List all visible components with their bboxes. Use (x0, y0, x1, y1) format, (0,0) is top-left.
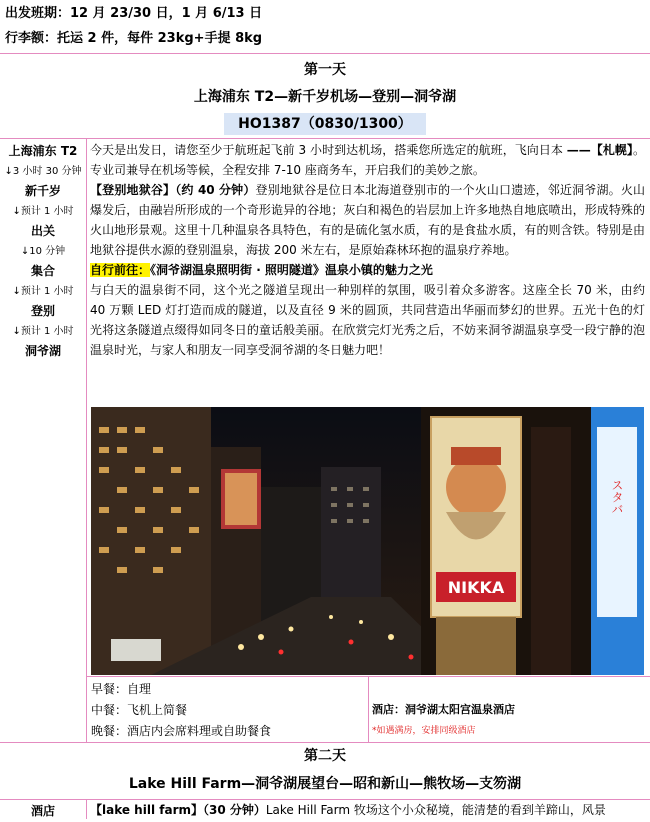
stop-duration: ↓3 小时 30 分钟 (4, 166, 82, 177)
paragraph-light-tunnel: 与白天的温泉街不同，这个光之隧道呈现出一种别样的氛围，吸引着众多游客。这座全长 70 米，由约 40 万颗 LED 灯打造而成的隧道，以及直径 9 米的圆顶，共同营造出华丽而梦幻的世界。五光十色的灯光将这条隧道点缀得如同冬日的童话般美丽。在欣赏完灯光秀之后，不妨来洞爷湖温泉享受一段宁静的泡温泉时光，与家人和朋友一同享受洞爷湖的冬日魅力吧！ (90, 283, 645, 357)
nikka-sign-text: NIKKA (447, 578, 505, 597)
stop-duration: ↓10 分钟 (20, 246, 66, 257)
day2-description: 【lake hill farm】（30 分钟）Lake Hill Farm 牧场这个小众秘境，能清楚的看到羊蹄山，风景 (90, 803, 606, 817)
column-divider (368, 676, 369, 742)
divider (0, 138, 650, 139)
day1-title: 第一天 (304, 62, 346, 78)
day2-route: Lake Hill Farm—洞爷湖展望台—昭和新山—熊牧场—支笏湖 (128, 776, 522, 792)
itinerary-timeline (0, 141, 86, 362)
paragraph-self-guided-heading: 自行前往：《洞爷湖温泉照明街 · 照明隧道》温泉小镇的魅力之光 (90, 263, 433, 277)
night-street-photo (91, 407, 644, 675)
day2-start: 酒店 (30, 804, 55, 818)
divider (0, 742, 650, 743)
luggage-allowance: 行李额：托运 2 件，每件 23kg+手提 8kg (5, 31, 263, 46)
hotel-name: 酒店：洞爷湖太阳宫温泉酒店 (372, 703, 515, 716)
stop-place: 集合 (30, 264, 55, 278)
meal-breakfast: 早餐：自理 (91, 682, 152, 696)
stop-place: 出关 (30, 224, 55, 238)
stop-duration: ↓预计 1 小时 (12, 206, 74, 217)
column-divider (86, 799, 87, 819)
day2-title: 第二天 (304, 748, 346, 764)
day1-route: 上海浦东 T2—新千岁机场—登别—洞爷湖 (193, 89, 457, 105)
meal-lunch: 中餐：飞机上简餐 (91, 703, 188, 717)
departure-dates: 出发班期：12 月 23/30 日，1 月 6/13 日 (5, 6, 263, 21)
stop-place: 登别 (30, 304, 55, 318)
stop-place: 洞爷湖 (24, 344, 61, 358)
day1-description (90, 140, 645, 360)
stop-place: 新千岁 (24, 184, 61, 198)
divider (0, 53, 650, 54)
paragraph-jigokudani: 【登别地狱谷】（约 40 分钟）登别地狱谷是位日本北海道登别市的一个火山口遗迹，邻近洞爷湖。火山爆发后，由融岩所形成的一个奇形诡异的谷地；灰白和褐色的岩层加上许多地热自地底喷出，形成特殊的火山地形景观。这里十几种温泉各具特色，有的是硫化氢水质，有的是食盐水质，有的则含铁。特别是由地狱谷提供水源的登别温泉，海拔 200 米左右，是原始森林环抱的温泉疗养地。 (90, 183, 645, 257)
paragraph-arrival: 今天是出发日，请您至少于航班起飞前 3 小时到达机场，搭乘您所选定的航班，飞向日本 ——【札幌】。专业司兼导在机场等候，全程安排 7-10 座商务车，开启我们的美妙之旅。 (90, 143, 645, 177)
flight-number: HO1387（0830/1300） (224, 113, 426, 135)
stop-place: 上海浦东 T2 (8, 144, 78, 158)
hotel-note: *如遇满房，安排同级酒店 (372, 726, 476, 736)
night-street-illustration (91, 407, 644, 675)
day1-flight-row (0, 113, 650, 135)
stop-duration: ↓预计 1 小时 (12, 326, 74, 337)
side-sign-text: スタバ (610, 479, 624, 515)
stop-duration: ↓预计 1 小时 (12, 286, 74, 297)
column-divider (86, 138, 87, 742)
meal-dinner: 晚餐：酒店内会席料理或自助餐食 (91, 724, 272, 738)
